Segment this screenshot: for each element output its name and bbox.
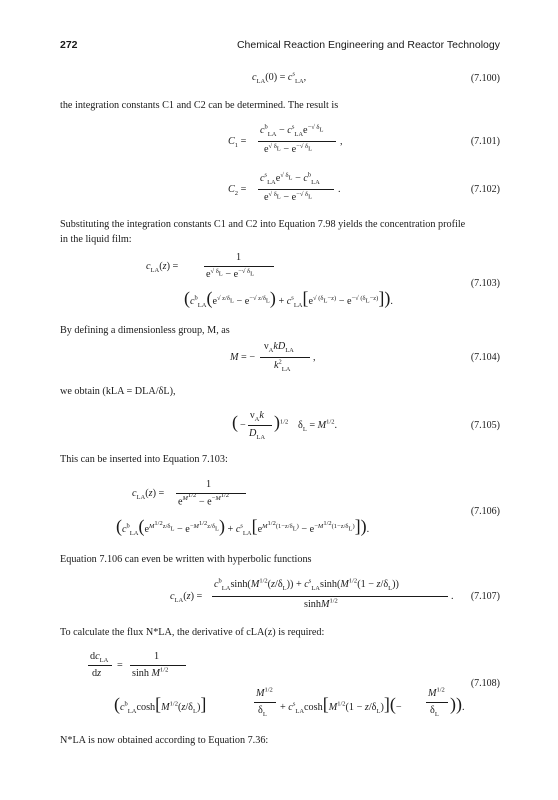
paragraph: N*LA is now obtained according to Equation 7.36: <box>60 735 269 746</box>
paragraph: To calculate the flux N*LA, the derivative of cLA(z) is required: <box>60 627 325 638</box>
paragraph: Substituting the integration constants C1 and C2 into Equation 7.98 yields the concentration profile <box>60 219 466 230</box>
equation-number: (7.104) <box>470 352 500 363</box>
page-number: 272 <box>60 39 78 51</box>
equation-7-106: $c_{LA}(z)$ = 1 $e^{M^{1/2}} - e^{-M^{1/2}}$ $(c^b_{LA}(e^{M^{1/2}z/\delta_L} - e^{-M^{1/2}z/\delta_L}) + c^s_{LA}[e^{M^{1/2}(1-z/\delta_L)} - e^{-M^{1/2}(1-z/\delta_L)}])$. (7.106) <box>116 479 500 538</box>
paragraph: in the liquid film: <box>60 234 132 245</box>
equation-7-107: $c_{LA}(z)$ = $c^b_{LA}\sinh(M^{1/2}(z/\delta_L)) + c^s_{LA}\sinh(M^{1/2}(1 - z/\delta_L))$ sinhM$^{1/2}$ . (7.107) <box>170 577 500 610</box>
equation-number: (7.100) <box>470 73 500 84</box>
equation-number: (7.102) <box>470 184 500 195</box>
equation-number: (7.106) <box>470 506 500 517</box>
page-header <box>60 39 500 55</box>
equation-7-103: $c_{LA}(z)$ = 1 $e^{√ \delta_L} - e^{-√ \delta_L}$ $(c^b_{LA}(e^{√ z/\delta_L} - e^{-√ z/\delta_L}) + c^s_{LA}[e^{√ (\delta_L-z)} - e^{-√ (\delta_L-z)}])$. (7.103) <box>146 252 500 310</box>
equation-7-108: $dc_{LA}$ dz = 1 $\sinh M^{1/2}$ ($c^b_{LA}\cosh[M^{1/2}(z/\delta_L)]$ $M^{1/2}$ $\delta_L$ + $c^s_{LA}\cosh[M^{1/2}(1 - z/\delta_L)](-$ $M^{1/2}$ $\delta_L$ )). (7.108) <box>90 651 500 719</box>
paragraph: Equation 7.106 can even be written with hyperbolic functions <box>60 554 312 565</box>
running-title: Chemical Reaction Engineering and Reactor Technology <box>236 39 500 51</box>
equation-7-105: ( − $\nu_Ak$ $D_{LA}$ )$^{1/2}$ $\delta_L = M^{1/2}$. (7.105) <box>232 410 500 442</box>
paragraph: By defining a dimensionless group, M, as <box>60 325 230 336</box>
equation-number: (7.108) <box>470 678 500 689</box>
equation-number: (7.101) <box>470 136 500 147</box>
equation-number: (7.105) <box>470 420 500 431</box>
equation-7-101: $C_1$ = $c^b_{LA} - c^s_{LA}e^{-√ \delta_L}$ $e^{√ \delta_L} - e^{-√ \delta_L}$ , (7.101) <box>228 123 500 155</box>
equation-number: (7.107) <box>470 591 500 602</box>
equation-7-102: $C_2$ = $c^s_{LA}e^{√ \delta_L} - c^b_{LA}$ $e^{√ \delta_L} - e^{-√ \delta_L}$ . (7.102) <box>228 171 500 203</box>
equation-number: (7.103) <box>470 278 500 289</box>
equation-7-104: M = − $\nu_AkD_{LA}$ $k^2_{LA}$ , (7.104) <box>230 341 500 374</box>
paragraph: the integration constants C1 and C2 can be determined. The result is <box>60 100 339 111</box>
equation-7-100: $c_{LA}(0) = c^s_{LA}$, (7.100) <box>252 70 500 86</box>
paragraph: This can be inserted into Equation 7.103: <box>60 454 228 465</box>
paragraph: we obtain (kLA = DLA/δL), <box>60 386 176 397</box>
